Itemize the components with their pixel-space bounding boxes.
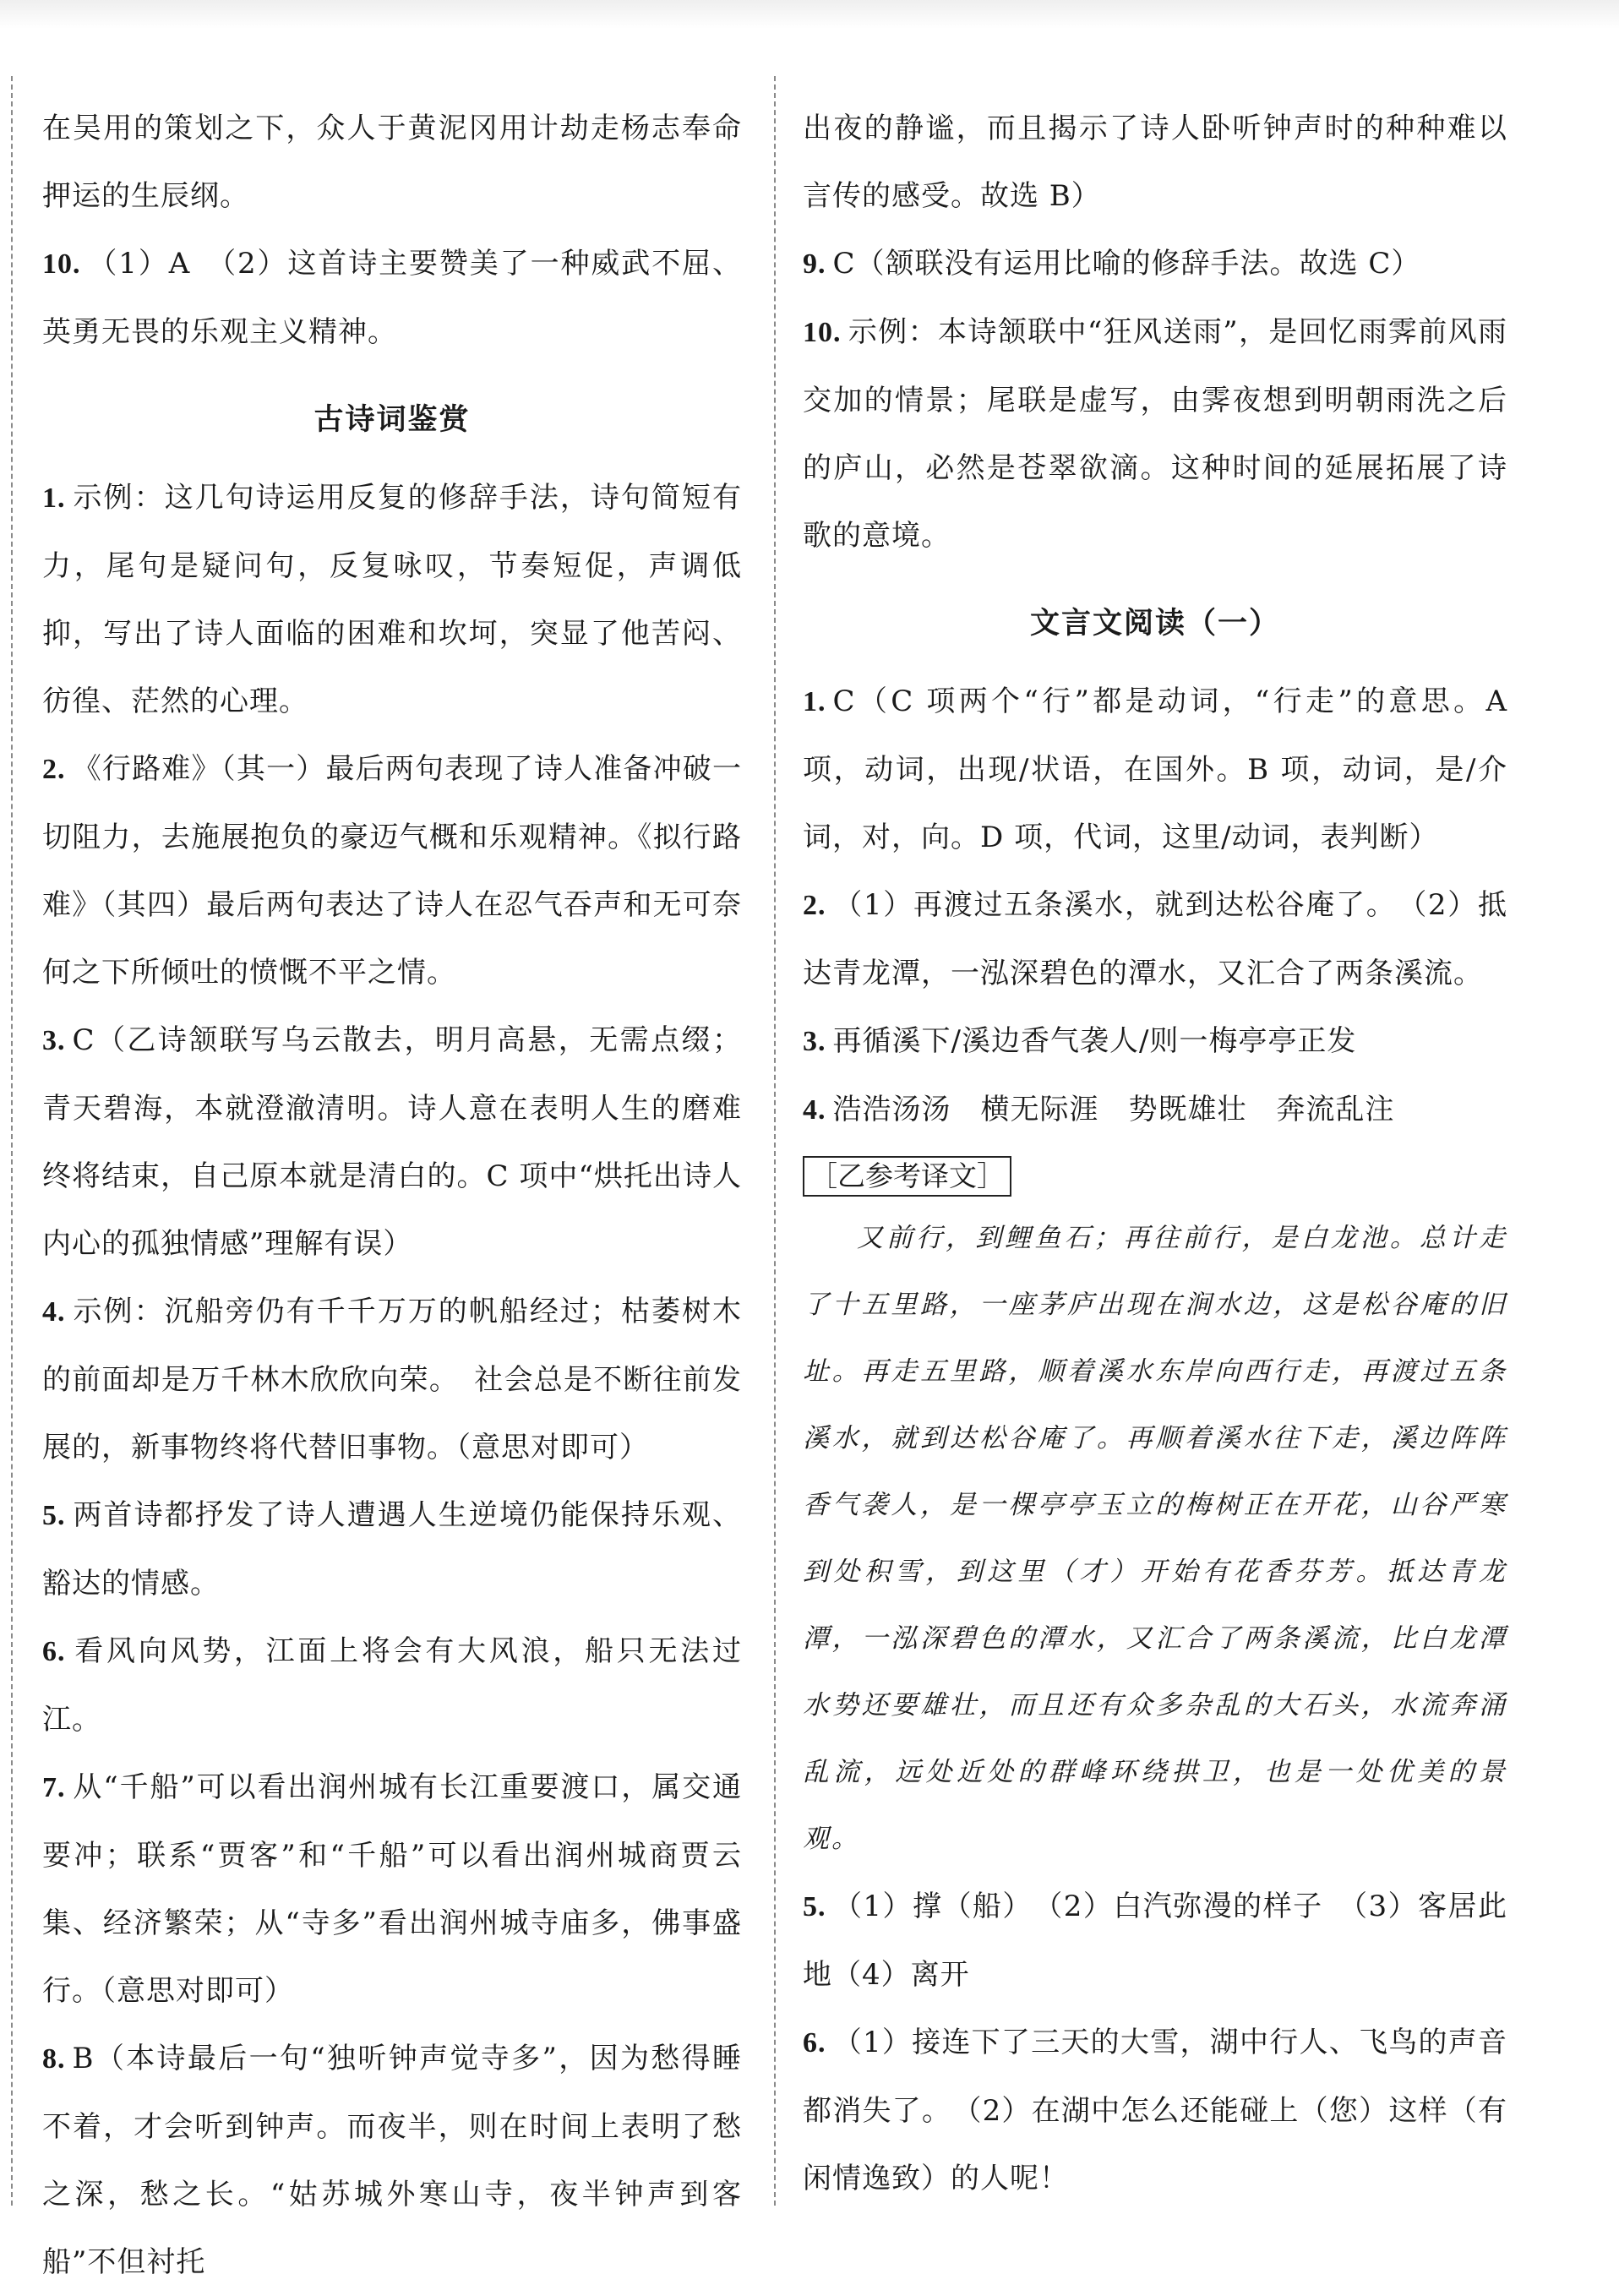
classical-answer-6	[803, 2009, 1507, 2212]
answer-number: 10.	[803, 317, 842, 348]
answer-number: 7.	[42, 1772, 66, 1803]
left-margin-dashed-line	[11, 76, 13, 2206]
answer-text: （1）撑（船） （2）白汽弥漫的样子 （3）客居此地（4）离开	[803, 1890, 1507, 1992]
answer-number: 5.	[803, 1891, 826, 1922]
classical-answer-5	[803, 1873, 1507, 2009]
answer-number: 4.	[803, 1094, 826, 1126]
answer-3	[42, 1006, 742, 1278]
answer-number: 8.	[42, 2043, 66, 2075]
answer-10	[42, 230, 742, 366]
classical-answer-3	[803, 1007, 1507, 1076]
answer-number: 4.	[42, 1296, 66, 1328]
continuation-paragraph: 出夜的静谧，而且揭示了诗人卧听钟声时的种种难以言传的感受。故选 B）	[803, 112, 1507, 213]
answer-number: 1.	[803, 686, 826, 717]
answer-text: 再循溪下/溪边香气袭人/则一梅亭亭正发	[832, 1024, 1357, 1058]
answer-text: 两首诗都抒发了诗人遭遇人生逆境仍能保持乐观、豁达的情感。	[42, 1498, 742, 1601]
answer-text: C（颔联没有运用比喻的修辞手法。故选 C）	[832, 247, 1421, 281]
classical-answer-2	[803, 871, 1507, 1007]
answer-number: 3.	[803, 1026, 826, 1057]
answer-number: 2.	[42, 754, 66, 785]
answer-number: 6.	[803, 2027, 826, 2059]
classical-answer-1	[803, 668, 1507, 871]
answer-text: 示例：沉船旁仍有千千万万的帆船经过；枯萎树木的前面却是万千林木欣欣向荣。 社会总是不断往前发展的，新事物终将代替旧事物。（意思对即可）	[42, 1295, 742, 1464]
right-column	[803, 95, 1507, 2212]
answer-text: 示例：这几句诗运用反复的修辞手法，诗句简短有力，尾句是疑问句，反复咏叹，节奏短促，声调低抑，写出了诗人面临的困难和坎坷，突显了他苦闷、彷徨、茫然的心理。	[42, 481, 742, 718]
page-top-edge	[0, 0, 1619, 29]
reference-translation: 又前行，到鲤鱼石；再往前行，是白龙池。总计走了十五里路，一座茅庐出现在涧水边，这是松谷庵的旧址。再走五里路，顺着溪水东岸向西行走，再渡过五条溪水，就到达松谷庵了。再顺着溪水往下走，溪边阵阵香气袭人，是一棵亭亭玉立的梅树正在开花，山谷严寒到处积雪，到这里（才）开始有花香芬芳。抵达青龙潭，一泓深碧色的潭水，又汇合了两条溪流，比白龙潭水势还要雄壮，而且还有众多杂乱的大石头，水流奔涌乱流，远处近处的群峰环绕拱卫，也是一处优美的景观。	[803, 1223, 1507, 1854]
column-divider-dashed-line	[774, 76, 776, 2206]
translation-label: ［乙参考译文］	[803, 1156, 1011, 1197]
answer-text: 看风向风势，江面上将会有大风浪，船只无法过江。	[42, 1634, 742, 1737]
answer-number: 5.	[42, 1500, 66, 1531]
answer-8	[42, 2025, 742, 2296]
answer-4	[42, 1278, 742, 1481]
answer-text: C（乙诗颔联写乌云散去，明月高悬，无需点缀；青天碧海，本就澄澈清明。诗人意在表明人生的磨难终将结束，自己原本就是清白的。C 项中“烘托出诗人内心的孤独情感”理解有误）	[42, 1023, 742, 1261]
answer-text: （1）再渡过五条溪水，就到达松谷庵了。 （2）抵达青龙潭，一泓深碧色的潭水，又汇合了两条溪流。	[803, 888, 1507, 990]
answer-6	[42, 1617, 742, 1753]
section-title-poetry: 古诗词鉴赏	[313, 403, 471, 436]
answer-10-right	[803, 298, 1507, 570]
answer-text: 从“千船”可以看出润州城有长江重要渡口，属交通要冲；联系“贾客”和“千船”可以看出润州城商贾云集、经济繁荣；从“寺多”看出润州城寺庙多，佛事盛行。（意思对即可）	[42, 1770, 742, 2008]
answer-7	[42, 1753, 742, 2025]
section-title-classical-reading: 文言文阅读（一）	[1029, 607, 1280, 640]
answer-text: （1）接连下了三天的大雪，湖中行人、飞鸟的声音都消失了。 （2）在湖中怎么还能碰上（您）这样（有闲情逸致）的人呢！	[803, 2026, 1507, 2195]
classical-answer-4	[803, 1076, 1507, 1144]
answer-number: 3.	[42, 1025, 66, 1056]
answer-text: 《行路难》（其一）最后两句表现了诗人准备冲破一切阻力，去施展抱负的豪迈气概和乐观精神。《拟行路难》（其四）最后两句表达了诗人在忍气吞声和无可奈何之下所倾吐的愤慨不平之情。	[42, 752, 742, 990]
answer-5	[42, 1481, 742, 1617]
answer-number: 9.	[803, 248, 826, 280]
answer-1	[42, 464, 742, 735]
answer-number: 1.	[42, 483, 66, 514]
answer-text: C（C 项两个“行”都是动词，“行走”的意思。A 项，动词，出现/状语，在国外。B 项，动词，是/介词，对，向。D 项，代词，这里/动词，表判断）	[803, 684, 1507, 854]
answer-text: 示例：本诗颔联中“狂风送雨”，是回忆雨霁前风雨交加的情景；尾联是虚写，由霁夜想到明朝雨洗之后的庐山，必然是苍翠欲滴。这种时间的延展拓展了诗歌的意境。	[803, 315, 1507, 553]
answer-2	[42, 735, 742, 1006]
answer-number: 10.	[42, 248, 81, 280]
answer-text: （1）A （2）这首诗主要赞美了一种威武不屈、英勇无畏的乐观主义精神。	[42, 247, 742, 349]
intro-paragraph: 在吴用的策划之下，众人于黄泥冈用计劫走杨志奉命押运的生辰纲。	[42, 112, 742, 213]
left-column	[42, 95, 742, 2296]
answer-text: B（本诗最后一句“独听钟声觉寺多”，因为愁得睡不着，才会听到钟声。而夜半，则在时间上表明了愁之深，愁之长。“姑苏城外寒山寺，夜半钟声到客船”不但衬托	[42, 2042, 742, 2279]
answer-number: 2.	[803, 890, 826, 921]
answer-9	[803, 230, 1507, 298]
answer-text: 浩浩汤汤 横无际涯 势既雄壮 奔流乱注	[832, 1093, 1395, 1126]
answer-number: 6.	[42, 1636, 66, 1667]
